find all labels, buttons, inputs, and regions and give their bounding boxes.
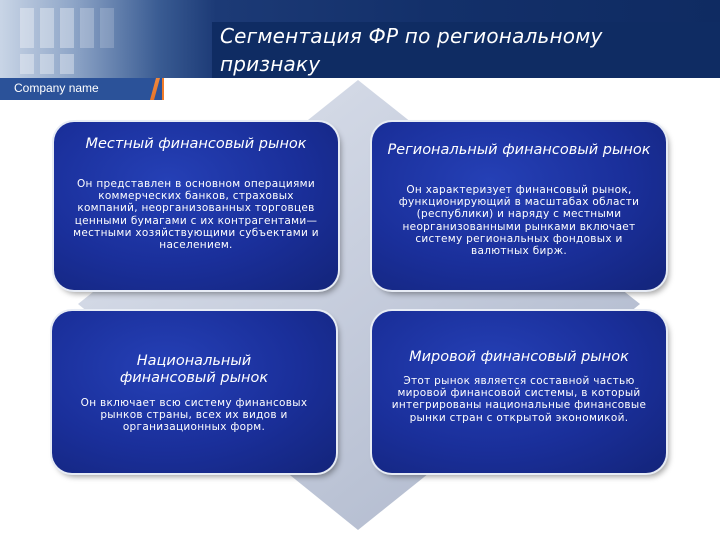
card-body: Он характеризует финансовый рынок, функционирующий в масштабах области (республики) и наряду с местными неорганизованными рынками включает систему региональных фондовых и валютных бирж. <box>398 184 640 258</box>
card-heading: Местный финансовый рынок <box>85 136 307 152</box>
card-heading: Национальный финансовый рынок <box>119 353 269 386</box>
page-title-line1: Сегментация ФР по региональному <box>220 24 603 48</box>
card-regional-market <box>372 122 666 290</box>
card-heading: Региональный финансовый рынок <box>387 142 651 158</box>
page-title-line2: признаку <box>220 52 321 76</box>
card-body: Этот рынок является составной частью мировой финансовой системы, в который интегрированы национальные финансовые рынки стран с открытой экономикой. <box>391 375 647 424</box>
card-national-market <box>52 311 336 473</box>
card-heading: Мировой финансовый рынок <box>409 349 629 365</box>
card-local-market <box>54 122 338 290</box>
company-name: Company name <box>14 81 99 95</box>
card-world-market <box>372 311 666 473</box>
card-body: Он представлен в основном операциями коммерческих банков, страховых компаний, неорганизованных торговцев ценными бумагами с их контрагентами— местными хозяйствующими субъектами и населением. <box>73 178 319 252</box>
card-body: Он включает всю систему финансовых рынков страны, всех их видов и организационных форм. <box>80 397 308 434</box>
